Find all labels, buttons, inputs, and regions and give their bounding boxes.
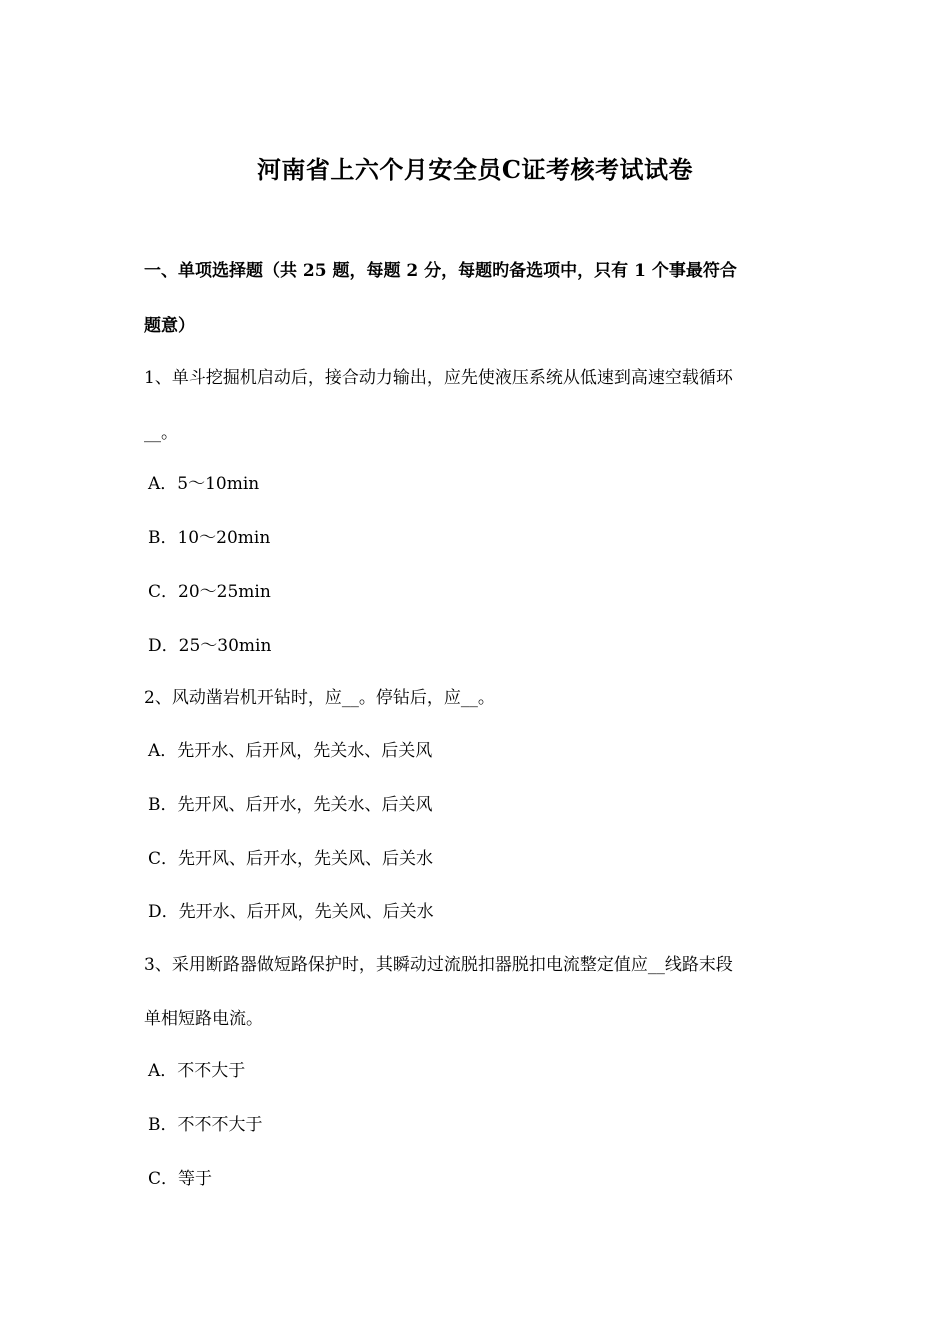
section-header-line2: 题意） [144,316,195,336]
question-1-option-d: D．25～30min [148,636,272,656]
question-1-option-a: A．5～10min [148,474,260,494]
question-3-stem-line1: 3、采用断路器做短路保护时，其瞬动过流脱扣器脱扣电流整定值应__线路末段 [144,955,733,975]
question-3-option-b: B．不不不大于 [148,1115,263,1135]
question-1-stem-line1: 1、单斗挖掘机启动后，接合动力输出，应先使液压系统从低速到高速空载循环 [144,368,733,388]
question-2-option-a: A．先开水、后开风，先关水、后关风 [148,741,433,761]
document-title: 河南省上六个月安全员C证考核考试试卷 [256,155,694,184]
question-2-option-b: B．先开风、后开水，先关水、后关风 [148,795,433,815]
question-2-option-d: D．先开水、后开风，先关风、后关水 [148,902,434,922]
question-2-stem-line1: 2、风动凿岩机开钻时，应__。停钻后，应__。 [144,688,495,708]
question-3-option-c: C．等于 [148,1169,213,1189]
question-3-option-a: A．不不大于 [148,1061,246,1081]
question-3-stem-line2: 单相短路电流。 [144,1009,263,1029]
question-1-stem-line2: __。 [144,423,178,443]
question-1-option-b: B．10～20min [148,528,271,548]
question-2-option-c: C．先开风、后开水，先关风、后关水 [148,849,434,869]
question-1-option-c: C．20～25min [148,582,271,602]
section-header-line1: 一、单项选择题（共 25 题，每题 2 分，每题旳备选项中，只有 1 个事最符合 [144,261,737,281]
